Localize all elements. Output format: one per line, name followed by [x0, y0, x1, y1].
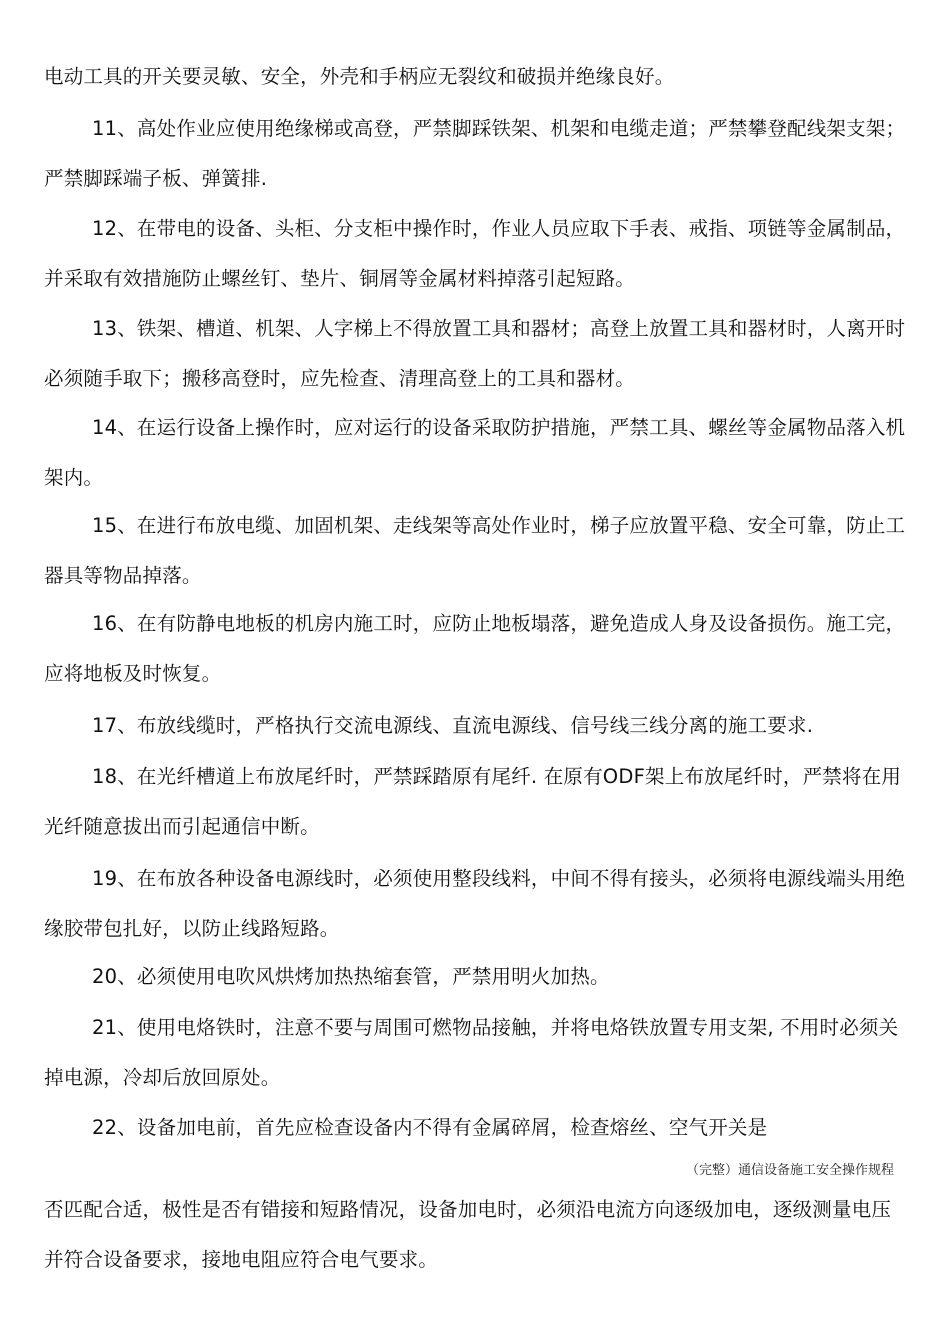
- lead-paragraph: 电动工具的开关要灵敏、安全，外壳和手柄应无裂纹和破损并绝缘良好。: [44, 65, 675, 88]
- paragraph-16: 16、在有防静电地板的机房内施工时，应防止地板塌落，避免造成人身及设备损伤。施工完，应将地板及时恢复。: [44, 612, 906, 685]
- paragraph-17: 17、布放线缆时，严格执行交流电源线、直流电源线、信号线三线分离的施工要求.: [92, 714, 814, 737]
- paragraph-13: 13、铁架、槽道、机架、人字梯上不得放置工具和器材；高登上放置工具和器材时，人离开时必须随手取下；搬移高登时，应先检查、清理高登上的工具和器材。: [44, 317, 906, 390]
- paragraph-20: 20、必须使用电吹风烘烤加热热缩套管，严禁用明火加热。: [92, 965, 610, 988]
- paragraph-14: 14、在运行设备上操作时，应对运行的设备采取防护措施，严禁工具、螺丝等金属物品落入机架内。: [44, 416, 906, 489]
- paragraph-12: 12、在带电的设备、头柜、分支柜中操作时，作业人员应取下手表、戒指、项链等金属制品，并采取有效措施防止螺丝钉、垫片、铜屑等金属材料掉落引起短路。: [44, 217, 906, 290]
- paragraph-22: 22、设备加电前，首先应检查设备内不得有金属碎屑，检查熔丝、空气开关是: [92, 1116, 768, 1139]
- paragraph-18: 18、在光纤槽道上布放尾纤时，严禁踩踏原有尾纤. 在原有ODF架上布放尾纤时，严禁将在用光纤随意拔出而引起通信中断。: [44, 765, 902, 838]
- paragraph-19: 19、在布放各种设备电源线时，必须使用整段线料，中间不得有接头，必须将电源线端头用绝缘胶带包扎好，以防止线路短路。: [44, 867, 906, 940]
- paragraph-21: 21、使用电烙铁时，注意不要与周围可燃物品接触，并将电烙铁放置专用支架, 不用时必须关掉电源，冷却后放回原处。: [44, 1016, 899, 1089]
- paragraph-11: 11、高处作业应使用绝缘梯或高登，严禁脚踩铁架、机架和电缆走道；严禁攀登配线架支架；严禁脚踩端子板、弹簧排.: [44, 117, 906, 190]
- continuation-paragraph: 否匹配合适，极性是否有错接和短路情况，设备加电时，必须沿电流方向逐级加电，逐级测量电压并符合设备要求，接地电阻应符合电气要求。: [44, 1198, 892, 1271]
- paragraph-15: 15、在进行布放电缆、加固机架、走线架等高处作业时，梯子应放置平稳、安全可靠，防止工器具等物品掉落。: [44, 514, 906, 587]
- running-footer-title: （完整）通信设备施工安全操作规程: [685, 1163, 894, 1178]
